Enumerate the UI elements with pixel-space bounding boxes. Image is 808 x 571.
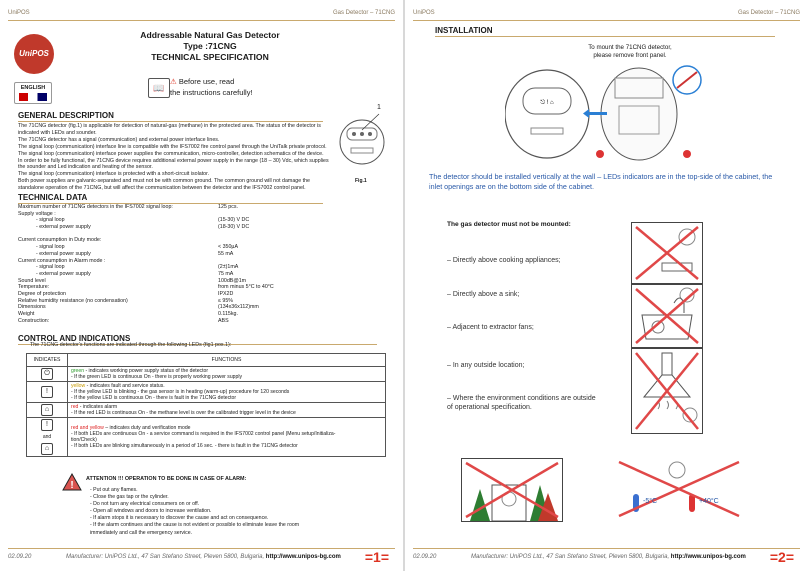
tech-key: Sound level (18, 277, 46, 284)
tech-value: IPX2D (218, 290, 234, 297)
tech-row (18, 231, 378, 238)
sink-icon (632, 285, 702, 347)
tech-key: Supply voltage : (18, 210, 56, 217)
section-title-installation: INSTALLATION (435, 26, 775, 37)
screw-marker (683, 150, 691, 158)
tech-value: 55 mA (218, 250, 234, 257)
function-text: – indicates duty and verification mode (103, 425, 191, 431)
desc-line: The 71CNG detector (fig.1) is applicable for detection of natural-gas (methane) in the protected area. The status of the detector is (18, 123, 321, 129)
function-text: - If both LEDs are blinking simultaneously in a period of 16 sec. - there is fault in the 71CNG detector (71, 443, 298, 449)
led-icons-glyphs: ⎋ ! ⌂ (540, 100, 554, 106)
tech-row (18, 258, 378, 265)
tech-row (18, 211, 378, 218)
tech-value: (15-30) V DC (218, 217, 250, 224)
tech-key: - signal loop (36, 217, 65, 224)
page-number: =1= (364, 549, 389, 565)
warning-icon: ⚠ (170, 77, 179, 86)
function-text: - indicates working power supply status of the detector (84, 368, 209, 374)
tech-key: Current consumption in Duty mode: (18, 237, 102, 244)
temperature-range-icon (615, 458, 743, 520)
attention-item: - Close the gas tap or the cylinder. (90, 494, 169, 501)
tech-value: 0.115kg. (218, 311, 238, 317)
tech-value: (2±)1mA (218, 264, 239, 271)
tech-row (18, 217, 378, 224)
section-title-general: GENERAL DESCRIPTION (18, 111, 323, 122)
tech-row (18, 264, 378, 271)
desc-line: the sounder and Led indication and heating of the sensor. (18, 164, 153, 171)
table-header-row (27, 354, 386, 367)
tech-key: - external power supply (36, 224, 91, 231)
tech-key: Temperature: (18, 284, 50, 291)
power-led-icon: ⏻ (41, 368, 53, 380)
desc-line: In order to be fully functional, the 71CNG device requires additional external power supply in the range (18 – 30) Vdc, which supplies (18, 157, 329, 164)
tech-row (18, 278, 378, 285)
footer-manufacturer (471, 554, 746, 560)
function-text: - If the yellow LED is blinking - the gas sensor is in heating (warm-up) procedure for 120 seconds (71, 389, 290, 395)
attention-item: - Do not turn any electrical consumers on or off. (90, 501, 200, 508)
fault-led-icon: ! (41, 419, 53, 431)
led-color-red: red (71, 404, 79, 410)
tech-row (18, 304, 378, 311)
tech-value: from minus 5°C to 40°C (218, 284, 274, 291)
general-description (18, 123, 336, 192)
footer-date: 02.09.20 (413, 554, 437, 560)
read-notice-line: the instructions carefully! (170, 88, 253, 97)
desc-line: The 71CNG detector has a signal (communication) and external power interface lines. (18, 136, 220, 143)
cooking-appliance-picture (631, 222, 703, 284)
tech-row (18, 251, 378, 258)
function-text: - If both LEDs are continuous On - a service command is required in the IFS7002 control panel (Menu setup/Initializa- (71, 431, 336, 437)
attention-list (90, 487, 299, 537)
mount-note-line: please remove front panel. (593, 52, 667, 59)
manufacturer-text: Manufacturer: UniPOS Ltd., 47 San Stefano Street, Pleven 5800, Bulgaria, (66, 554, 265, 560)
tech-key: Construction: (18, 317, 50, 324)
desc-line: Both power supplies are galvanic-separated and must not be with common ground. The common ground will not damage the (18, 178, 310, 185)
attention-item: immediately and call the emergency service. (90, 529, 193, 536)
attention-item: - If alarm stops it is necessary to discover the cause and act on consequence. (90, 515, 269, 522)
figure-1 (337, 104, 387, 184)
function-cell (68, 418, 386, 457)
tech-key: Dimensions (18, 304, 46, 311)
read-notice-line: Before use, read (178, 77, 235, 86)
sink-picture (631, 284, 703, 348)
tech-key: - signal loop (36, 264, 65, 271)
indications-table (26, 353, 386, 457)
mount-note-line: To mount the 71CNG detector, (588, 44, 672, 51)
unipos-logo: UniPOS (14, 34, 54, 74)
page-footer (8, 548, 395, 565)
and-label: and (42, 434, 52, 440)
led-color-red-yellow: red and yellow (71, 425, 104, 431)
page-1 (0, 0, 403, 571)
language-label: ENGLISH (20, 85, 46, 91)
desc-line: The signal loop (communication) interface line is compatible with the IFS7002 fire control panel through the UniTalk private protocol. (18, 143, 327, 150)
function-text: tion/Check) (71, 437, 97, 443)
detector-open-back (601, 68, 677, 160)
outdoor-location-picture (461, 458, 563, 522)
function-text: - indicates fault and service status. (85, 383, 165, 389)
tech-row (18, 237, 378, 244)
function-text: - indicates alarm (78, 404, 118, 410)
footer-url[interactable]: http://www.unipos-bg.com (265, 554, 341, 560)
manual-icon: 📖 (148, 78, 170, 98)
column-header: INDICATES (27, 354, 68, 367)
led-color-yellow: yellow (71, 383, 86, 389)
tech-key: - signal loop (36, 244, 65, 251)
technical-data-list (18, 204, 378, 324)
tech-value: ABS (218, 317, 229, 324)
extractor-hood-icon (632, 349, 702, 433)
tech-value: < 350µA (218, 244, 238, 251)
screw-marker (596, 150, 604, 158)
tech-key: Maximum number of 71CNG detectors in the IFS7002 signal loop: (18, 204, 173, 210)
tech-row (18, 244, 378, 251)
page-footer (413, 548, 800, 565)
tech-key: Relative humidity resistance (no condensation) (18, 297, 128, 304)
function-text: - If the green LED is continuous On - there is properly working power supply (71, 374, 243, 380)
alarm-led-icon: ⌂ (41, 404, 53, 416)
figure-caption: Fig.1 (355, 178, 367, 184)
not-mount-item: – Adjacent to extractor fans; (447, 324, 534, 331)
table-row (27, 418, 386, 457)
header-product: Gas Detector – 71CNG (737, 10, 800, 16)
flag-icon (19, 93, 47, 101)
tech-key: - external power supply (36, 270, 91, 277)
title-line: Addressable Natural Gas Detector (140, 30, 280, 40)
tech-row (18, 311, 378, 318)
arrow-left (589, 112, 607, 115)
stove-icon (632, 223, 702, 283)
tech-row (18, 271, 378, 278)
tech-value: 100dB@1m (218, 277, 247, 284)
not-mount-title: The gas detector must not be mounted: (447, 221, 571, 228)
tech-value: 125 pcs. (218, 204, 239, 210)
installation-diagram (505, 62, 705, 168)
section-title-technical: TECHNICAL DATA (18, 193, 323, 204)
page-number: =2= (769, 549, 794, 565)
fault-led-icon: ! (41, 386, 53, 398)
table-row (27, 403, 386, 418)
not-mount-item: of operational specification. (447, 404, 532, 411)
table-row (27, 367, 386, 382)
attention-item: - Put out any flames. (90, 487, 138, 493)
page-2 (405, 0, 808, 571)
header-brand: UniPOS (413, 10, 435, 16)
tech-row (18, 204, 378, 211)
not-mount-item: – In any outside location; (447, 362, 525, 369)
not-mount-item: – Where the environment conditions are outside (447, 395, 596, 402)
footer-date: 02.09.20 (8, 554, 32, 560)
tech-key: Degree of protection (18, 290, 66, 297)
attention-item: - Open all windows and doors to increase ventilation. (90, 508, 212, 515)
not-mount-item: – Directly above a sink; (447, 291, 520, 298)
tech-row (18, 284, 378, 291)
temperature-picture (615, 458, 743, 520)
manufacturer-text: Manufacturer: UniPOS Ltd., 47 San Stefano Street, Pleven 5800, Bulgaria, (471, 554, 670, 560)
tech-row (18, 298, 378, 305)
tech-key: Weight (18, 311, 35, 317)
extractor-fan-picture (631, 348, 703, 434)
header-product: Gas Detector – 71CNG (332, 10, 395, 16)
attention-title: ATTENTION !!! OPERATION TO BE DONE IN CASE OF ALARM: (86, 476, 247, 482)
svg-text:!: ! (70, 480, 74, 491)
document-title (100, 30, 320, 63)
tech-row (18, 318, 378, 325)
function-cell (68, 382, 386, 403)
footer-url[interactable]: http://www.unipos-bg.com (670, 554, 746, 560)
tech-key: - external power supply (36, 250, 91, 257)
desc-line: The signal loop (communication) interface power supplies the communication, micro-controller, detection schematics of the device. (18, 150, 324, 157)
tech-row (18, 291, 378, 298)
page-header (413, 10, 800, 21)
header-brand: UniPOS (8, 10, 30, 16)
temperature-low: -5°C (643, 498, 658, 505)
tech-value: (134x36x112)mm (218, 304, 259, 311)
led-color-green: green (71, 368, 85, 374)
desc-line: The signal loop (communication) interface is protected with a short-circuit isolator. (18, 171, 210, 178)
control-intro: The 71CNG detector's functions are indicated through the following LEDs (fig1 pos.1): (30, 342, 232, 348)
footer-manufacturer (66, 554, 341, 560)
function-cell (68, 403, 386, 418)
desc-line: indicated with LEDs and sounder. (18, 129, 97, 136)
function-text: - If the yellow LED is continuous On - there is fault in the 71CNG detector (71, 395, 237, 401)
house-trees-icon (462, 459, 562, 521)
mount-note (555, 44, 705, 60)
tech-key: Current consumption in Alarm mode : (18, 257, 106, 264)
section-title-control: CONTROL AND INDICATIONS (18, 334, 377, 345)
figure-callout-number: 1 (377, 104, 381, 111)
attention-item: - If the alarm continues and the cause is not evident or possible to eliminate leave the room (90, 522, 300, 529)
attention-warning-icon (62, 473, 82, 491)
alarm-led-icon: ⌂ (41, 443, 53, 455)
language-flag (14, 82, 52, 104)
function-text: - If the red LED is continuous On - the methane level is over the calibrated trigger level in the device (71, 410, 296, 416)
title-line: Type :71CNG (183, 41, 237, 51)
not-mount-item: – Directly above cooking appliances; (447, 257, 561, 264)
tech-value: 75 mA (218, 270, 234, 277)
column-header: FUNCTIONS (68, 354, 386, 367)
temperature-high: +40°C (699, 498, 719, 505)
read-notice (170, 76, 253, 98)
title-line: TECHNICAL SPECIFICATION (151, 52, 269, 62)
page-header (8, 10, 395, 21)
detector-figure-icon (337, 112, 387, 174)
wall-mount-note: The detector should be installed vertically at the wall – LEDs indicators are in the top-side of the cabinet, the inlet openings are on the bottom side of the cabinet. (429, 172, 773, 191)
table-row (27, 382, 386, 403)
function-cell (68, 367, 386, 382)
tech-row (18, 224, 378, 231)
tech-value: (18-30) V DC (218, 224, 250, 231)
desc-line: standalone operation of the 71CNG, but will affect the communication between the detector and the IFS7002 control panel. (18, 185, 306, 192)
tech-value: ≤ 95% (218, 297, 233, 304)
not-mount-list (433, 216, 623, 431)
